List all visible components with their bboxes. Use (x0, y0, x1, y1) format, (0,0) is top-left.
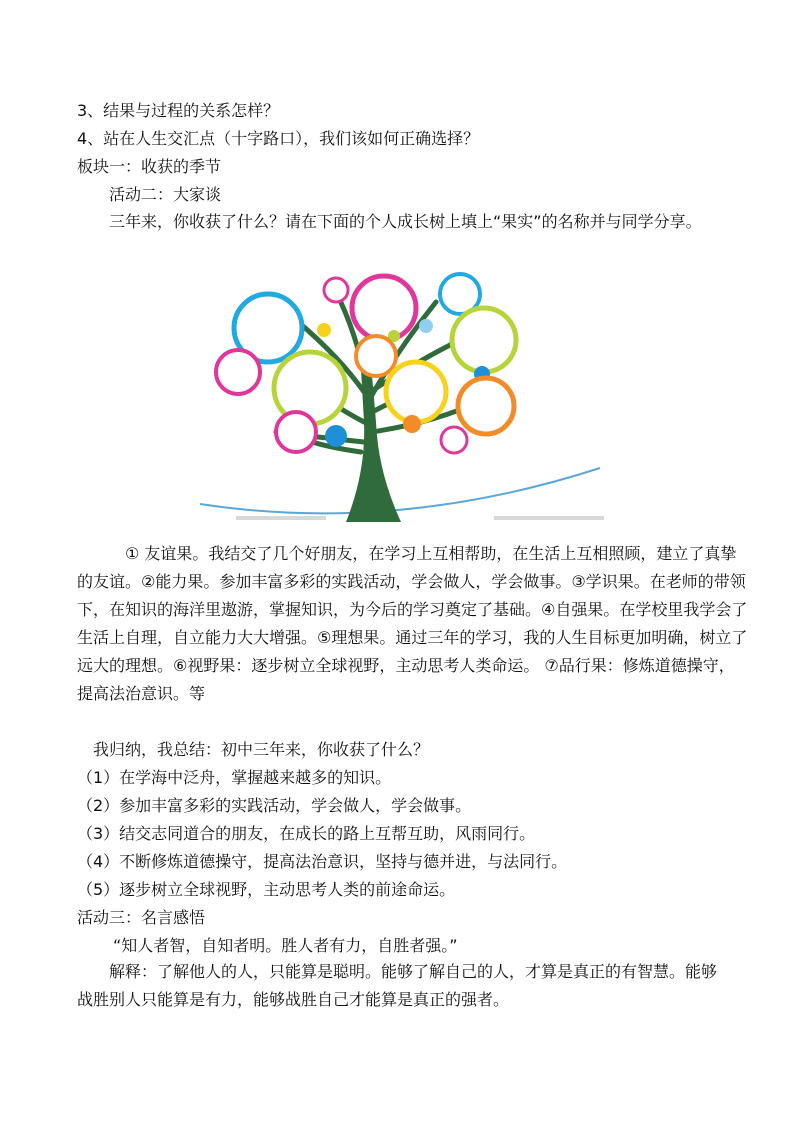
fruit-circle-yellow (386, 362, 446, 422)
explanation-paragraph: 解释：了解他人的人，只能算是聪明。能够了解自己的人，才算是真正的有智慧。能够战胜别人只能算是有力，能够战胜自己才能算是真正的强者。 (77, 962, 718, 1009)
fruit-circle-orange-right (458, 378, 514, 434)
prompt-paragraph: 三年来，你收获了什么？请在下面的个人成长树上填上“果实”的名称并与同学分享。 (109, 212, 702, 231)
watermark-left (236, 516, 326, 520)
watermark-right (494, 516, 604, 520)
fruit-circle-lime-right (452, 308, 516, 372)
fruit-dot-orange (403, 415, 421, 433)
fruit-dot-yellow (317, 323, 331, 337)
section-heading-1: 板块一：收获的季节 (77, 157, 222, 176)
fruit-circle-magenta-large (352, 276, 416, 340)
summary-item-1: （1）在学海中泛舟，掌握越来越多的知识。 (77, 768, 392, 787)
fruits-paragraph: ① 友谊果。我结交了几个好朋友，在学习上互相帮助，在生活上互相照顾，建立了真挚的友谊。②能力果。参加丰富多彩的实践活动，学会做人，学会做事。③学识果。在老师的带领下，在知识的海洋里遨游，掌握知识，为今后的学习奠定了基础。④自强果。在学校里我学会了生活上自理，自立能力大大增强。⑤理想果。通过三年的学习，我的人生目标更加明确，树立了远大的理想。⑥视野果：逐步树立全球视野，主动思考人类命运。 ⑦品行果：修炼道德操守，提高法治意识。等 (77, 544, 748, 703)
fruit-dot-lightblue (419, 319, 433, 333)
summary-item-5: （5）逐步树立全球视野，主动思考人类的前途命运。 (77, 880, 456, 899)
fruit-circle-magenta-lower (276, 412, 316, 452)
ground-swoosh (200, 468, 600, 513)
summary-item-2: （2）参加丰富多彩的实践活动，学会做人，学会做事。 (77, 796, 472, 815)
summary-item-4: （4）不断修炼道德操守，提高法治意识，坚持与德并进，与法同行。 (77, 852, 568, 871)
fruit-dot-blue-lower (325, 425, 347, 447)
fruit-circle-magenta-small (324, 278, 348, 302)
summary-question: 我归纳，我总结：初中三年来，你收获了什么？ (93, 740, 430, 759)
question-4: 4、站在人生交汇点（十字路口），我们该如何正确选择？ (77, 129, 480, 148)
question-3: 3、结果与过程的关系怎样？ (77, 101, 280, 120)
fruit-circle-magenta-left (216, 350, 260, 394)
activity-3-heading: 活动三：名言感悟 (77, 908, 206, 927)
fruit-circle-magenta-tiny (441, 427, 467, 453)
fruit-circle-orange-mid (356, 336, 396, 376)
growth-tree-image (196, 272, 616, 534)
activity-2-heading: 活动二：大家谈 (109, 185, 222, 204)
quote-line: “知人者智，自知者明。胜人者有力，自胜者强。” (113, 936, 458, 955)
summary-item-3: （3）结交志同道合的朋友，在成长的路上互帮互助，风雨同行。 (77, 824, 536, 843)
